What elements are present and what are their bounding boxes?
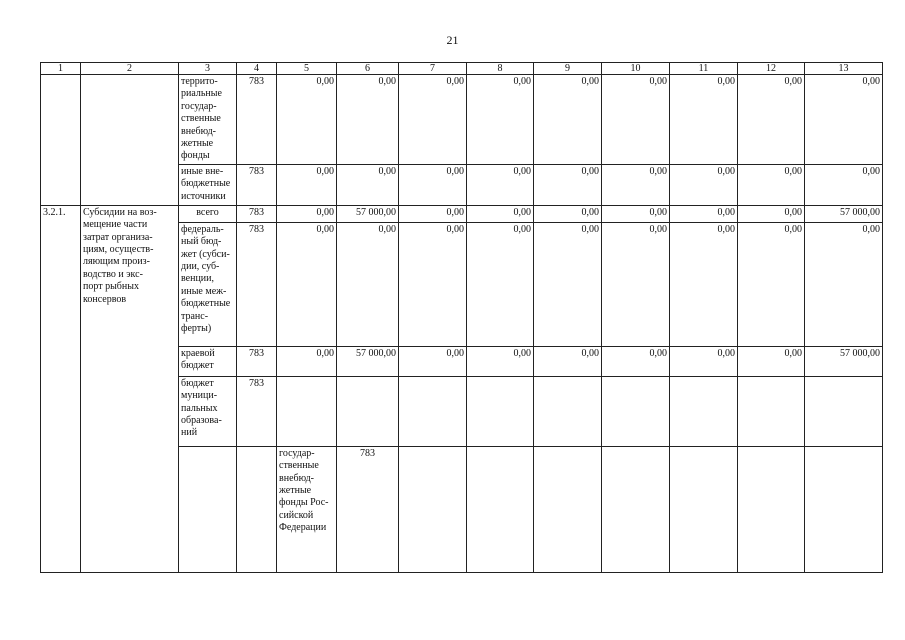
value-cell: 0,00 — [277, 75, 337, 165]
table-row — [41, 75, 883, 165]
funding-source: государ- ственные внебюд- жетные фонды Рос- сийской Федерации — [277, 446, 337, 572]
value-cell — [467, 446, 534, 572]
value-cell: 57 000,00 — [337, 205, 399, 222]
value-cell: 0,00 — [467, 205, 534, 222]
value-cell: 0,00 — [277, 205, 337, 222]
value-cell: 0,00 — [534, 75, 602, 165]
value-cell: 0,00 — [337, 75, 399, 165]
value-cell — [534, 446, 602, 572]
item-number-cell — [41, 75, 81, 206]
value-cell: 0,00 — [467, 164, 534, 205]
budget-code: 783 — [237, 75, 277, 165]
value-cell: 0,00 — [467, 222, 534, 346]
value-cell: 0,00 — [738, 164, 805, 205]
value-cell — [670, 446, 738, 572]
budget-code: 783 — [337, 446, 399, 572]
value-cell: 0,00 — [738, 346, 805, 376]
value-cell — [399, 376, 467, 446]
value-cell: 0,00 — [399, 75, 467, 165]
value-cell — [277, 376, 337, 446]
column-header: 9 — [534, 63, 602, 75]
funding-source: федераль- ный бюд- жет (субси- дии, суб- венции, иные меж- бюджетные транс- ферты) — [179, 222, 237, 346]
page-number: 21 — [446, 33, 459, 47]
value-cell — [399, 446, 467, 572]
value-cell: 0,00 — [399, 346, 467, 376]
value-cell: 0,00 — [670, 75, 738, 165]
value-cell — [738, 446, 805, 572]
value-cell: 0,00 — [467, 75, 534, 165]
column-header: 11 — [670, 63, 738, 75]
value-cell — [602, 446, 670, 572]
column-header: 7 — [399, 63, 467, 75]
value-cell — [602, 376, 670, 446]
value-cell — [534, 376, 602, 446]
value-cell: 0,00 — [670, 205, 738, 222]
item-name-cell — [237, 446, 277, 572]
budget-code: 783 — [237, 346, 277, 376]
value-cell — [670, 376, 738, 446]
column-header: 1 — [41, 63, 81, 75]
item-number: 3.2.1. — [41, 205, 81, 572]
value-cell — [337, 376, 399, 446]
item-name-cell — [81, 75, 179, 206]
value-cell: 0,00 — [399, 205, 467, 222]
value-cell: 0,00 — [805, 164, 883, 205]
value-cell: 57 000,00 — [337, 346, 399, 376]
column-header: 8 — [467, 63, 534, 75]
value-cell: 0,00 — [337, 164, 399, 205]
value-cell — [467, 376, 534, 446]
value-cell: 0,00 — [738, 205, 805, 222]
funding-source: бюджет муници- пальных образова- ний — [179, 376, 237, 446]
value-cell: 57 000,00 — [805, 205, 883, 222]
item-name: Субсидии на воз- мещение части затрат организа- циям, осуществ- ляющим произ- водство и экс- порт рыбных консервов — [81, 205, 179, 572]
funding-source: всего — [179, 205, 237, 222]
value-cell: 0,00 — [602, 164, 670, 205]
value-cell — [805, 376, 883, 446]
budget-code: 783 — [237, 164, 277, 205]
value-cell: 0,00 — [738, 222, 805, 346]
value-cell — [738, 376, 805, 446]
value-cell: 0,00 — [805, 75, 883, 165]
value-cell: 0,00 — [277, 222, 337, 346]
value-cell: 0,00 — [277, 164, 337, 205]
value-cell: 0,00 — [399, 222, 467, 346]
funding-source: иные вне- бюджетные источники — [179, 164, 237, 205]
column-header: 12 — [738, 63, 805, 75]
column-header: 13 — [805, 63, 883, 75]
value-cell: 0,00 — [602, 222, 670, 346]
header-row — [41, 63, 883, 75]
budget-table — [40, 62, 883, 573]
budget-code: 783 — [237, 376, 277, 446]
column-header: 5 — [277, 63, 337, 75]
value-cell: 0,00 — [738, 75, 805, 165]
budget-code: 783 — [237, 205, 277, 222]
value-cell: 0,00 — [399, 164, 467, 205]
value-cell: 0,00 — [534, 346, 602, 376]
funding-source: террито- риальные государ- ственные внебюд- жетные фонды — [179, 75, 237, 165]
value-cell: 0,00 — [602, 346, 670, 376]
value-cell: 0,00 — [670, 222, 738, 346]
value-cell: 0,00 — [602, 205, 670, 222]
value-cell: 0,00 — [670, 164, 738, 205]
value-cell: 0,00 — [805, 222, 883, 346]
table-row — [41, 205, 883, 222]
funding-source: краевой бюджет — [179, 346, 237, 376]
column-header: 6 — [337, 63, 399, 75]
item-number-cell — [179, 446, 237, 572]
value-cell: 0,00 — [277, 346, 337, 376]
budget-code: 783 — [237, 222, 277, 346]
value-cell: 0,00 — [467, 346, 534, 376]
column-header: 3 — [179, 63, 237, 75]
value-cell: 0,00 — [534, 205, 602, 222]
column-header: 10 — [602, 63, 670, 75]
value-cell — [805, 446, 883, 572]
column-header: 2 — [81, 63, 179, 75]
value-cell: 0,00 — [337, 222, 399, 346]
column-header: 4 — [237, 63, 277, 75]
value-cell: 0,00 — [602, 75, 670, 165]
value-cell: 0,00 — [534, 164, 602, 205]
value-cell: 0,00 — [534, 222, 602, 346]
value-cell: 57 000,00 — [805, 346, 883, 376]
value-cell: 0,00 — [670, 346, 738, 376]
